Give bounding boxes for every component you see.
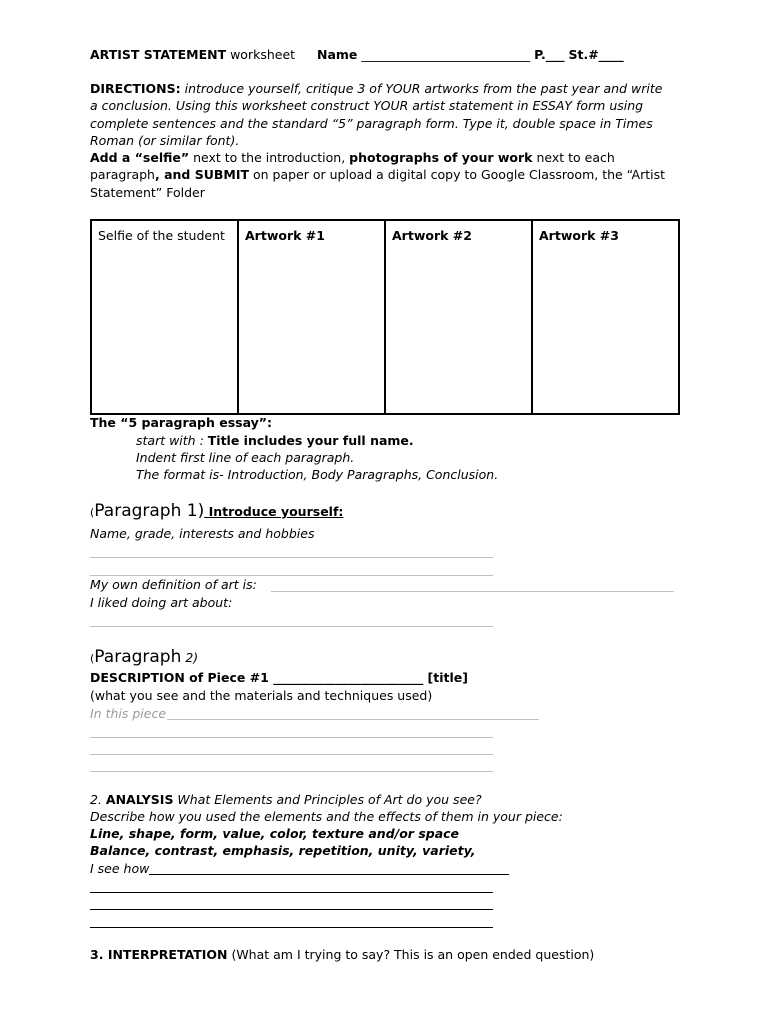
submit-line: paragraph, and SUBMIT on paper or upload a digital copy to Google Classroom, the “Artist [90, 167, 666, 182]
artwork-3-cell[interactable] [532, 220, 679, 414]
period-label: P.___ [534, 47, 565, 62]
worksheet-title: ARTIST STATEMENT [90, 47, 227, 62]
artwork-1-label: Artwork #1 [245, 228, 325, 243]
interpretation-heading: 3. INTERPRETATION (What am I trying to say? This is an open ended question) [90, 947, 595, 962]
description-heading: DESCRIPTION of Piece #1 ________________________ [title] [90, 670, 468, 685]
in-this-piece-label: In this piece [90, 706, 167, 721]
i-see-how-line[interactable] [149, 874, 509, 875]
artwork-1-cell[interactable] [238, 220, 385, 414]
art-definition-label: My own definition of art is: [90, 577, 257, 592]
directions-label: DIRECTIONS: [90, 81, 181, 96]
selfie-cell[interactable] [91, 220, 238, 414]
essay-heading: The “5 paragraph essay”: [90, 415, 273, 430]
art-definition-line[interactable] [271, 591, 674, 592]
analysis-describe: Describe how you used the elements and the effects of them in your piece: [90, 809, 563, 824]
analysis-heading: 2. ANALYSIS What Elements and Principles of Art do you see? [90, 792, 482, 807]
i-see-how-label: I see how [90, 861, 150, 876]
artwork-grid [90, 219, 680, 415]
name-blank[interactable]: ___________________________ [357, 47, 535, 62]
worksheet-subtitle: worksheet [226, 47, 296, 62]
selfie-cell-label: Selfie of the student [98, 228, 225, 243]
add-selfie-line: Add a “selfie” next to the introduction, photographs of your work next to each [90, 150, 615, 165]
name-label: Name [317, 47, 358, 62]
paragraph-1-heading: (Paragraph 1) Introduce yourself: [90, 501, 344, 521]
essay-start-with: start with : Title includes your full name. [136, 433, 414, 448]
paragraph-1-prompt: Name, grade, interests and hobbies [90, 526, 315, 541]
principles-list: Balance, contrast, emphasis, repetition, unity, variety, [90, 843, 476, 858]
artwork-2-label: Artwork #2 [392, 228, 472, 243]
directions-line-2: a conclusion. Using this worksheet construct YOUR artist statement in ESSAY form using [90, 98, 644, 113]
answer-line[interactable] [90, 927, 493, 928]
elements-list: Line, shape, form, value, color, texture and/or space [90, 826, 460, 841]
answer-line[interactable] [90, 892, 493, 893]
description-prompt: (what you see and the materials and techniques used) [90, 688, 433, 703]
directions-line-1: DIRECTIONS: introduce yourself, critique 3 of YOUR artworks from the past year and write [90, 81, 663, 96]
answer-line[interactable] [90, 557, 493, 558]
answer-line[interactable] [90, 771, 493, 772]
liked-art-label: I liked doing art about: [90, 595, 233, 610]
answer-line[interactable] [90, 575, 493, 576]
essay-indent: Indent first line of each paragraph. [136, 450, 355, 465]
directions-line-3: complete sentences and the standard “5” paragraph form. Type it, double space in Times [90, 116, 653, 131]
answer-line[interactable] [90, 737, 493, 738]
answer-line[interactable] [90, 909, 493, 910]
in-this-piece-line[interactable] [167, 719, 539, 720]
student-number-label: St.#____ [568, 47, 624, 62]
worksheet-header [90, 47, 624, 62]
artwork-2-cell[interactable] [385, 220, 532, 414]
directions-line-4: Roman (or similar font). [90, 133, 240, 148]
folder-line: Statement” Folder [90, 185, 205, 200]
artwork-3-label: Artwork #3 [539, 228, 619, 243]
answer-line[interactable] [90, 626, 493, 627]
essay-format: The format is- Introduction, Body Paragraphs, Conclusion. [136, 467, 499, 482]
answer-line[interactable] [90, 754, 493, 755]
paragraph-2-heading: (Paragraph 2) [90, 647, 199, 667]
